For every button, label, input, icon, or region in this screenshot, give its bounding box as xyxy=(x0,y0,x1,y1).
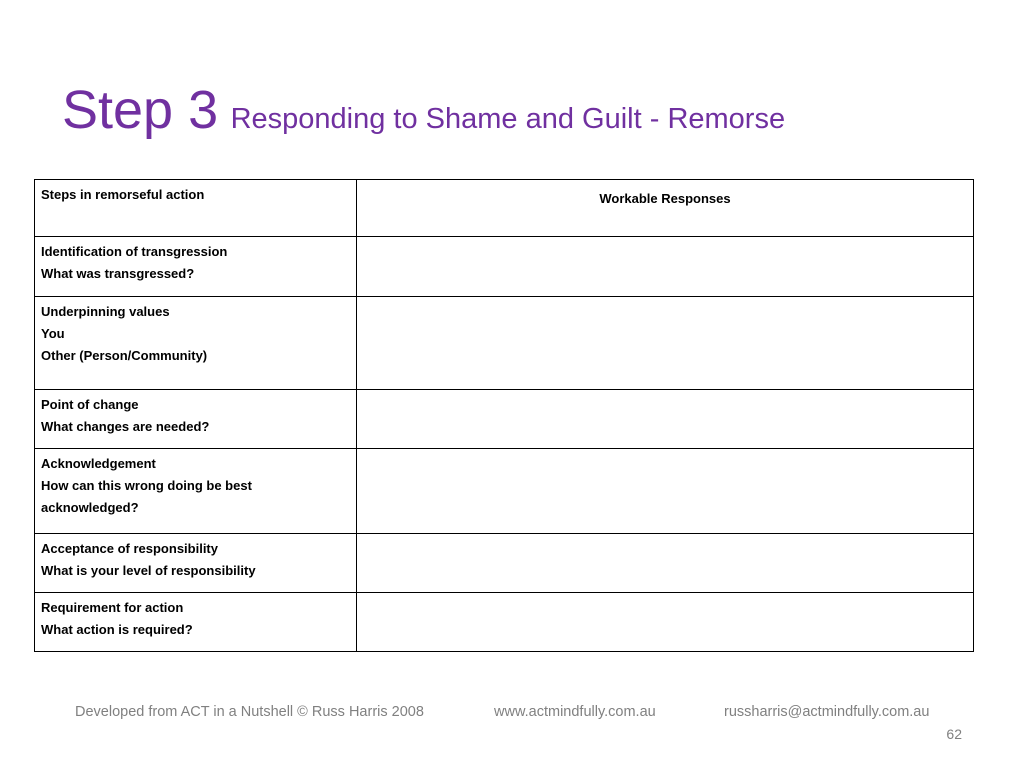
response-cell[interactable] xyxy=(357,390,974,449)
header-responses-label: Workable Responses xyxy=(599,191,731,206)
footer-website-link[interactable]: www.actmindfully.com.au xyxy=(494,704,656,720)
step-cell xyxy=(35,297,357,390)
step-title: Acceptance of responsibility xyxy=(41,541,218,556)
step-title: Point of change xyxy=(41,397,139,412)
step-title: Identification of transgression xyxy=(41,244,228,259)
step-question: What is your level of responsibility xyxy=(41,563,256,578)
header-responses-cell xyxy=(357,180,974,237)
step-title: Requirement for action xyxy=(41,600,184,615)
step-cell xyxy=(35,449,357,534)
slide-title-step: Step 3 xyxy=(62,80,219,140)
step-question: Other (Person/Community) xyxy=(41,348,208,363)
step-title: Underpinning values xyxy=(41,304,170,319)
response-cell[interactable] xyxy=(357,237,974,297)
step-question: You xyxy=(41,326,65,341)
response-cell[interactable] xyxy=(357,449,974,534)
header-steps-label: Steps in remorseful action xyxy=(41,187,205,202)
table-row xyxy=(35,534,974,593)
table-row xyxy=(35,593,974,652)
step-cell xyxy=(35,390,357,449)
slide-title xyxy=(62,78,785,142)
response-cell[interactable] xyxy=(357,534,974,593)
step-question: How can this wrong doing be best xyxy=(41,478,252,493)
header-steps-cell xyxy=(35,180,357,237)
slide-title-subtitle: Responding to Shame and Guilt - Remorse xyxy=(230,103,786,135)
response-cell[interactable] xyxy=(357,297,974,390)
step-cell xyxy=(35,593,357,652)
table-row xyxy=(35,297,974,390)
step-question: What action is required? xyxy=(41,622,193,637)
step-question: acknowledged? xyxy=(41,500,139,515)
response-cell[interactable] xyxy=(357,593,974,652)
step-question: What changes are needed? xyxy=(41,419,210,434)
footer-credit: Developed from ACT in a Nutshell © Russ Harris 2008 xyxy=(75,704,424,720)
table-row xyxy=(35,449,974,534)
step-cell xyxy=(35,534,357,593)
step-title: Acknowledgement xyxy=(41,456,156,471)
remorse-steps-table xyxy=(34,179,974,652)
step-cell xyxy=(35,237,357,297)
page-number: 62 xyxy=(946,726,962,742)
step-question: What was transgressed? xyxy=(41,266,195,281)
table-row xyxy=(35,390,974,449)
table-header-row xyxy=(35,180,974,237)
table-row xyxy=(35,237,974,297)
footer-email-link[interactable]: russharris@actmindfully.com.au xyxy=(724,704,930,720)
